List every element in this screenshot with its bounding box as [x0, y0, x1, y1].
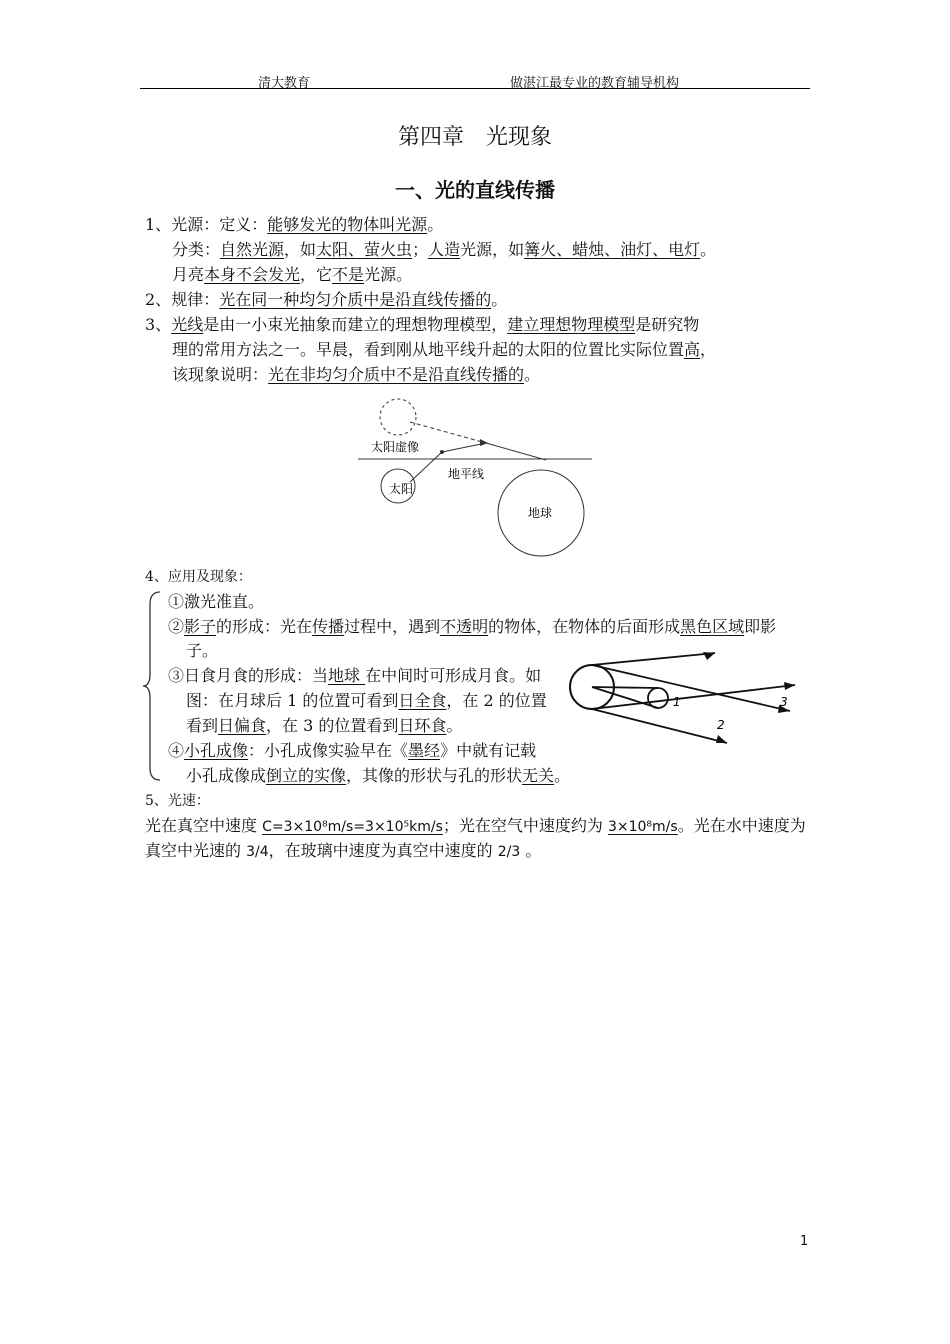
ray-point — [440, 450, 444, 454]
item4-p2-line2: 子。 — [186, 641, 219, 660]
page-number: 1 — [800, 1234, 809, 1249]
earth-label: 地球 — [528, 506, 553, 520]
incoming-ray — [486, 443, 546, 460]
left-brace — [140, 588, 164, 784]
item4-p4-line2: 小孔成像成倒立的实像，其像的形状与孔的形状无关。 — [186, 766, 571, 785]
item1-line2: 分类：自然光源，如太阳、萤火虫；人造光源，如篝火、蜡烛、油灯、电灯。 — [172, 240, 717, 259]
position-label-2: 2 — [717, 718, 725, 732]
position-label-1: 1 — [673, 695, 681, 709]
item5-line2: 真空中光速的 3/4，在玻璃中速度为真空中速度的 2/3 。 — [145, 841, 542, 860]
horizon-label: 地平线 — [448, 467, 485, 481]
ray-arrow-1 — [703, 652, 715, 660]
item4-p2-line1: ②影子的形成：光在传播过程中，遇到不透明的物体，在物体的后面形成黑色区域即影 — [168, 617, 777, 636]
item3-line3: 该现象说明：光在非均匀介质中不是沿直线传播的。 — [172, 365, 541, 384]
virtual-sun-circle — [380, 399, 416, 435]
item4-p3-line3: 看到日偏食，在 3 的位置看到日环食。 — [186, 716, 463, 735]
speed-in-air: 3×10⁸m/s — [607, 819, 678, 835]
item4-p3-line1: ③日食月食的形成：当地球 在中间时可形成月食。如 — [168, 666, 542, 685]
item1-line1: 1、光源：定义：能够发光的物体叫光源。 — [145, 215, 444, 234]
speed-in-vacuum: C=3×10⁸m/s=3×10⁵km/s — [262, 819, 443, 835]
bent-ray — [442, 443, 486, 452]
item4-heading: 4、应用及现象： — [145, 569, 252, 585]
item5-heading: 5、光速： — [145, 793, 210, 809]
glass-ratio: 2/3 — [497, 844, 521, 860]
eclipse-diagram — [565, 645, 805, 750]
item4-p1: ①激光准直。 — [168, 592, 265, 611]
sun-ray — [410, 452, 442, 482]
position-label-3: 3 — [780, 695, 788, 709]
item4-p3-line2: 图：在月球后 1 的位置可看到日全食，在 2 的位置 — [186, 691, 547, 710]
section-title: 一、光的直线传播 — [395, 178, 555, 202]
sun-label: 太阳 — [389, 482, 414, 496]
ray-arrow-4 — [716, 735, 727, 743]
item1-line3: 月亮本身不会发光，它不是光源。 — [172, 265, 413, 284]
header-left: 清大教育 — [258, 76, 311, 91]
header-right: 做湛江最专业的教育辅导机构 — [510, 76, 680, 91]
item3-line2: 理的常用方法之一。早晨，看到刚从地平线升起的太阳的位置比实际位置高， — [172, 340, 717, 359]
item3-line1: 3、光线是由一小束光抽象而建立的理想物理模型，建立理想物理模型是研究物 — [145, 315, 700, 334]
refraction-diagram — [350, 392, 600, 557]
item5-line1: 光在真空中速度 C=3×10⁸m/s=3×10⁵km/s；光在空气中速度约为 3×10⁸m/s。光在水中速度为 — [145, 816, 806, 835]
virtual-sun-label: 太阳虚像 — [371, 440, 420, 454]
header-divider — [140, 88, 810, 89]
apparent-ray — [410, 422, 486, 443]
item2-line: 2、规律：光在同一种均匀介质中是沿直线传播的。 — [145, 290, 508, 309]
light-source-definition: 能够发光的物体叫光源 — [267, 215, 428, 234]
water-ratio: 3/4 — [246, 844, 269, 860]
chapter-title: 第四章 光现象 — [397, 125, 552, 150]
ray-arrow — [480, 439, 488, 446]
item4-p4-line1: ④小孔成像：小孔成像实验早在《墨经》中就有记载 — [168, 741, 537, 760]
